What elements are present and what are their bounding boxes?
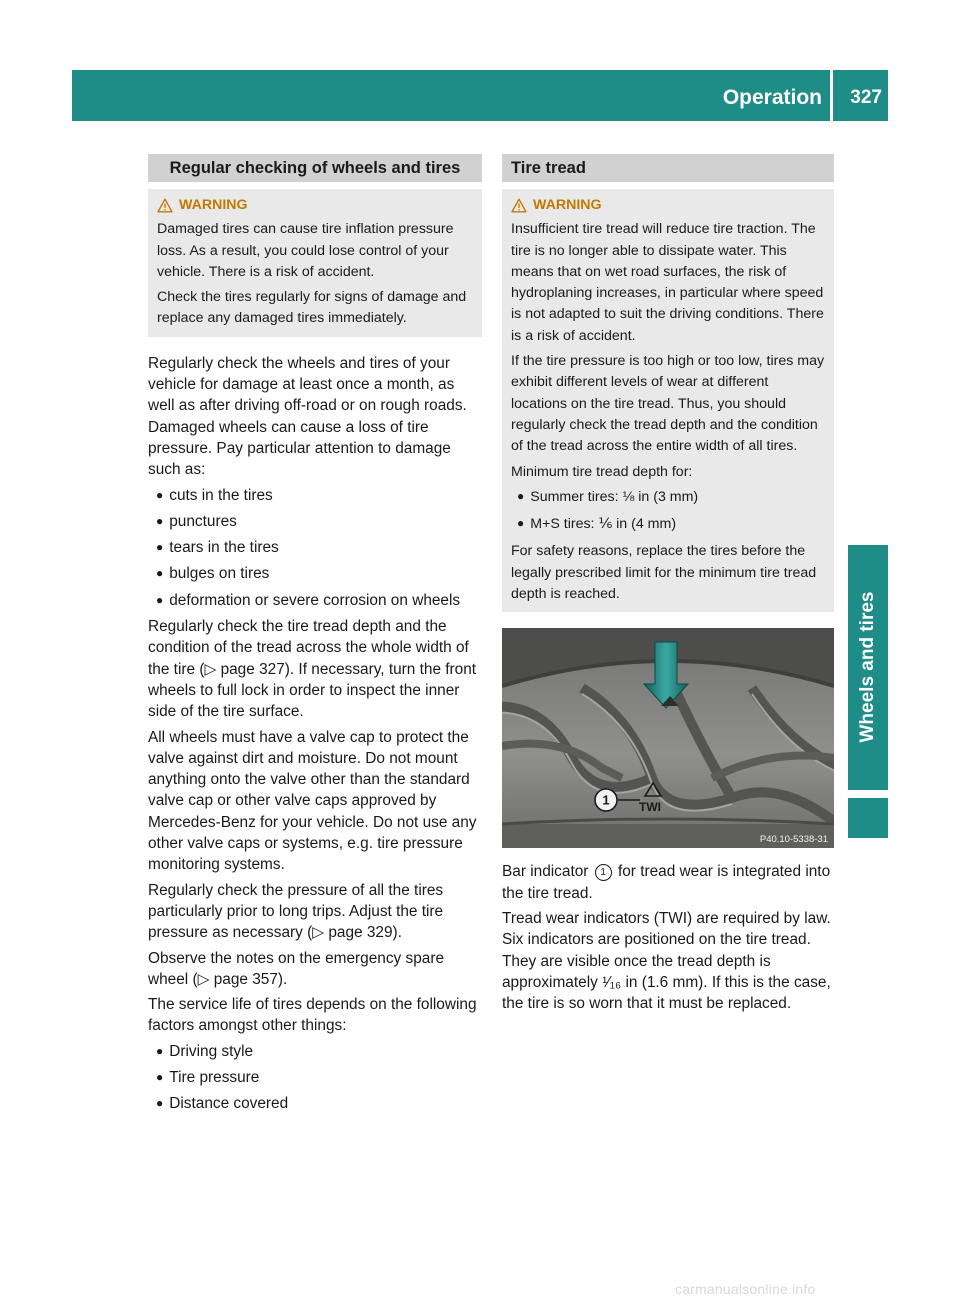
list-item: ● Driving style <box>156 1042 254 1060</box>
paragraph-pressure: Regularly check the pressure of all the tires particularly prior to long trips. Adjust the tire pressure as necessary (▷ page 329). <box>148 881 444 942</box>
header-section-title: Operation <box>722 86 822 109</box>
paragraph-tread-check: Regularly check the tire tread depth and the condition of the tread across the whole width of the tire (▷ page 327). If necessary, turn the front wheels to full lock in order to inspect the inner side of the tire surface. <box>148 618 477 721</box>
warning-text: Damaged tires can cause tire inflation pressure loss. As a result, you could lose control of your vehicle. There is a risk of accident. <box>157 221 454 280</box>
side-tab-label: Wheels and tires <box>857 591 878 743</box>
list-item: ● punctures <box>156 512 237 530</box>
side-tab <box>848 545 888 790</box>
list-item: ● cuts in the tires <box>156 486 273 504</box>
factor-list <box>148 1041 482 1116</box>
bullet-icon: ● <box>156 540 164 555</box>
page-number: 327 <box>850 87 882 108</box>
tire-tread-illustration <box>502 628 834 848</box>
twi-label: TWI <box>639 800 661 815</box>
paragraph-service-life: The service life of tires depends on the following factors amongst other things: <box>148 996 477 1035</box>
watermark: carmanualsonline.info <box>675 1281 816 1297</box>
bullet-icon: ● <box>156 566 164 581</box>
warning-box-tire-tread <box>502 189 834 612</box>
list-item: ● Distance covered <box>156 1095 289 1113</box>
tread-depth-list <box>511 487 828 536</box>
bullet-icon: ● <box>156 513 164 528</box>
warning-text: For safety reasons, replace the tires before the legally prescribed limit for the minimum tire tread depth is reached. <box>511 543 817 603</box>
warning-box-damaged-tires <box>148 189 482 337</box>
list-item: ● deformation or severe corrosion on wheels <box>156 591 461 609</box>
header-bar <box>72 70 888 121</box>
section-title-regular-checking: Regular checking of wheels and tires <box>148 154 482 182</box>
section-title-tire-tread: Tire tread <box>502 154 834 182</box>
list-item: ● Tire pressure <box>156 1068 260 1086</box>
bullet-icon: ● <box>517 516 525 531</box>
warning-label: WARNING <box>179 197 248 213</box>
warning-text: If the tire pressure is too high or too low, tires may exhibit different levels of wear at different locations on the tire tread. Thus, you should regularly check the tread depth and the condition of the tread across the entire width of all tires. <box>511 353 825 455</box>
warning-text: Insufficient tire tread will reduce tire traction. The tire is no longer able to dissipate water. This means that on wet road surfaces, the risk of hydroplaning increases, in particular where speed is not adapted to suit the driving conditions. There is a risk of accident. <box>511 221 824 344</box>
warning-header <box>511 195 828 216</box>
warning-text: Check the tires regularly for signs of damage and replace any damaged tires immediately. <box>157 289 467 327</box>
right-column <box>502 154 834 1018</box>
figure-marker-1: 1 <box>602 792 610 808</box>
right-body <box>502 861 834 1014</box>
bullet-icon: ● <box>156 487 164 502</box>
marker-1-icon: 1 <box>595 864 612 881</box>
warning-header <box>157 195 476 216</box>
side-tab-square <box>848 798 888 838</box>
list-item: ● Summer tires: ⅛ in (3 mm) <box>517 488 699 505</box>
bullet-icon: ● <box>517 488 525 503</box>
header-divider <box>830 70 833 121</box>
left-body <box>148 353 482 1116</box>
list-item: ● bulges on tires <box>156 565 270 583</box>
paragraph-bar-indicator: Bar indicator 1 for tread wear is integrated into the tire tread. <box>502 863 831 902</box>
paragraph-twi: Tread wear indicators (TWI) are required by law. Six indicators are positioned on the tire tread. They are visible once the tread depth is approximately ¹⁄₁₆ in (1.6 mm). If this is the case, the tire is so worn that it must be replaced. <box>502 909 831 1013</box>
paragraph-spare-wheel: Observe the notes on the emergency spare wheel (▷ page 357). <box>148 949 445 988</box>
damage-list <box>148 485 482 612</box>
bullet-icon: ● <box>156 1096 164 1111</box>
warning-triangle-icon <box>511 198 527 213</box>
warning-triangle-icon <box>157 198 173 213</box>
warning-text: Minimum tire tread depth for: <box>511 463 693 480</box>
paragraph-valve-cap: All wheels must have a valve cap to protect the valve against dirt and moisture. Do not mount anything onto the valve other than the standard valve cap or other valve caps approved by Mercedes-Benz for your vehicle. Do not use any other valve caps or systems, e.g. tire pressure monitoring systems. <box>148 728 477 874</box>
figure-code: P40.10-5338-31 <box>759 834 828 846</box>
bullet-icon: ● <box>156 1043 164 1058</box>
list-item: ● tears in the tires <box>156 539 279 557</box>
bullet-icon: ● <box>156 1069 164 1084</box>
warning-label: WARNING <box>533 197 602 213</box>
tire-tread-figure <box>502 628 834 848</box>
list-item: ● M+S tires: ⅙ in (4 mm) <box>517 516 677 533</box>
left-column <box>148 154 482 1120</box>
bullet-icon: ● <box>156 592 164 607</box>
paragraph-intro: Regularly check the wheels and tires of your vehicle for damage at least once a month, as well as after driving off-road or on rough roads. Damaged wheels can cause a loss of tire pressure. Pay particular attention to damage such as: <box>148 354 467 479</box>
